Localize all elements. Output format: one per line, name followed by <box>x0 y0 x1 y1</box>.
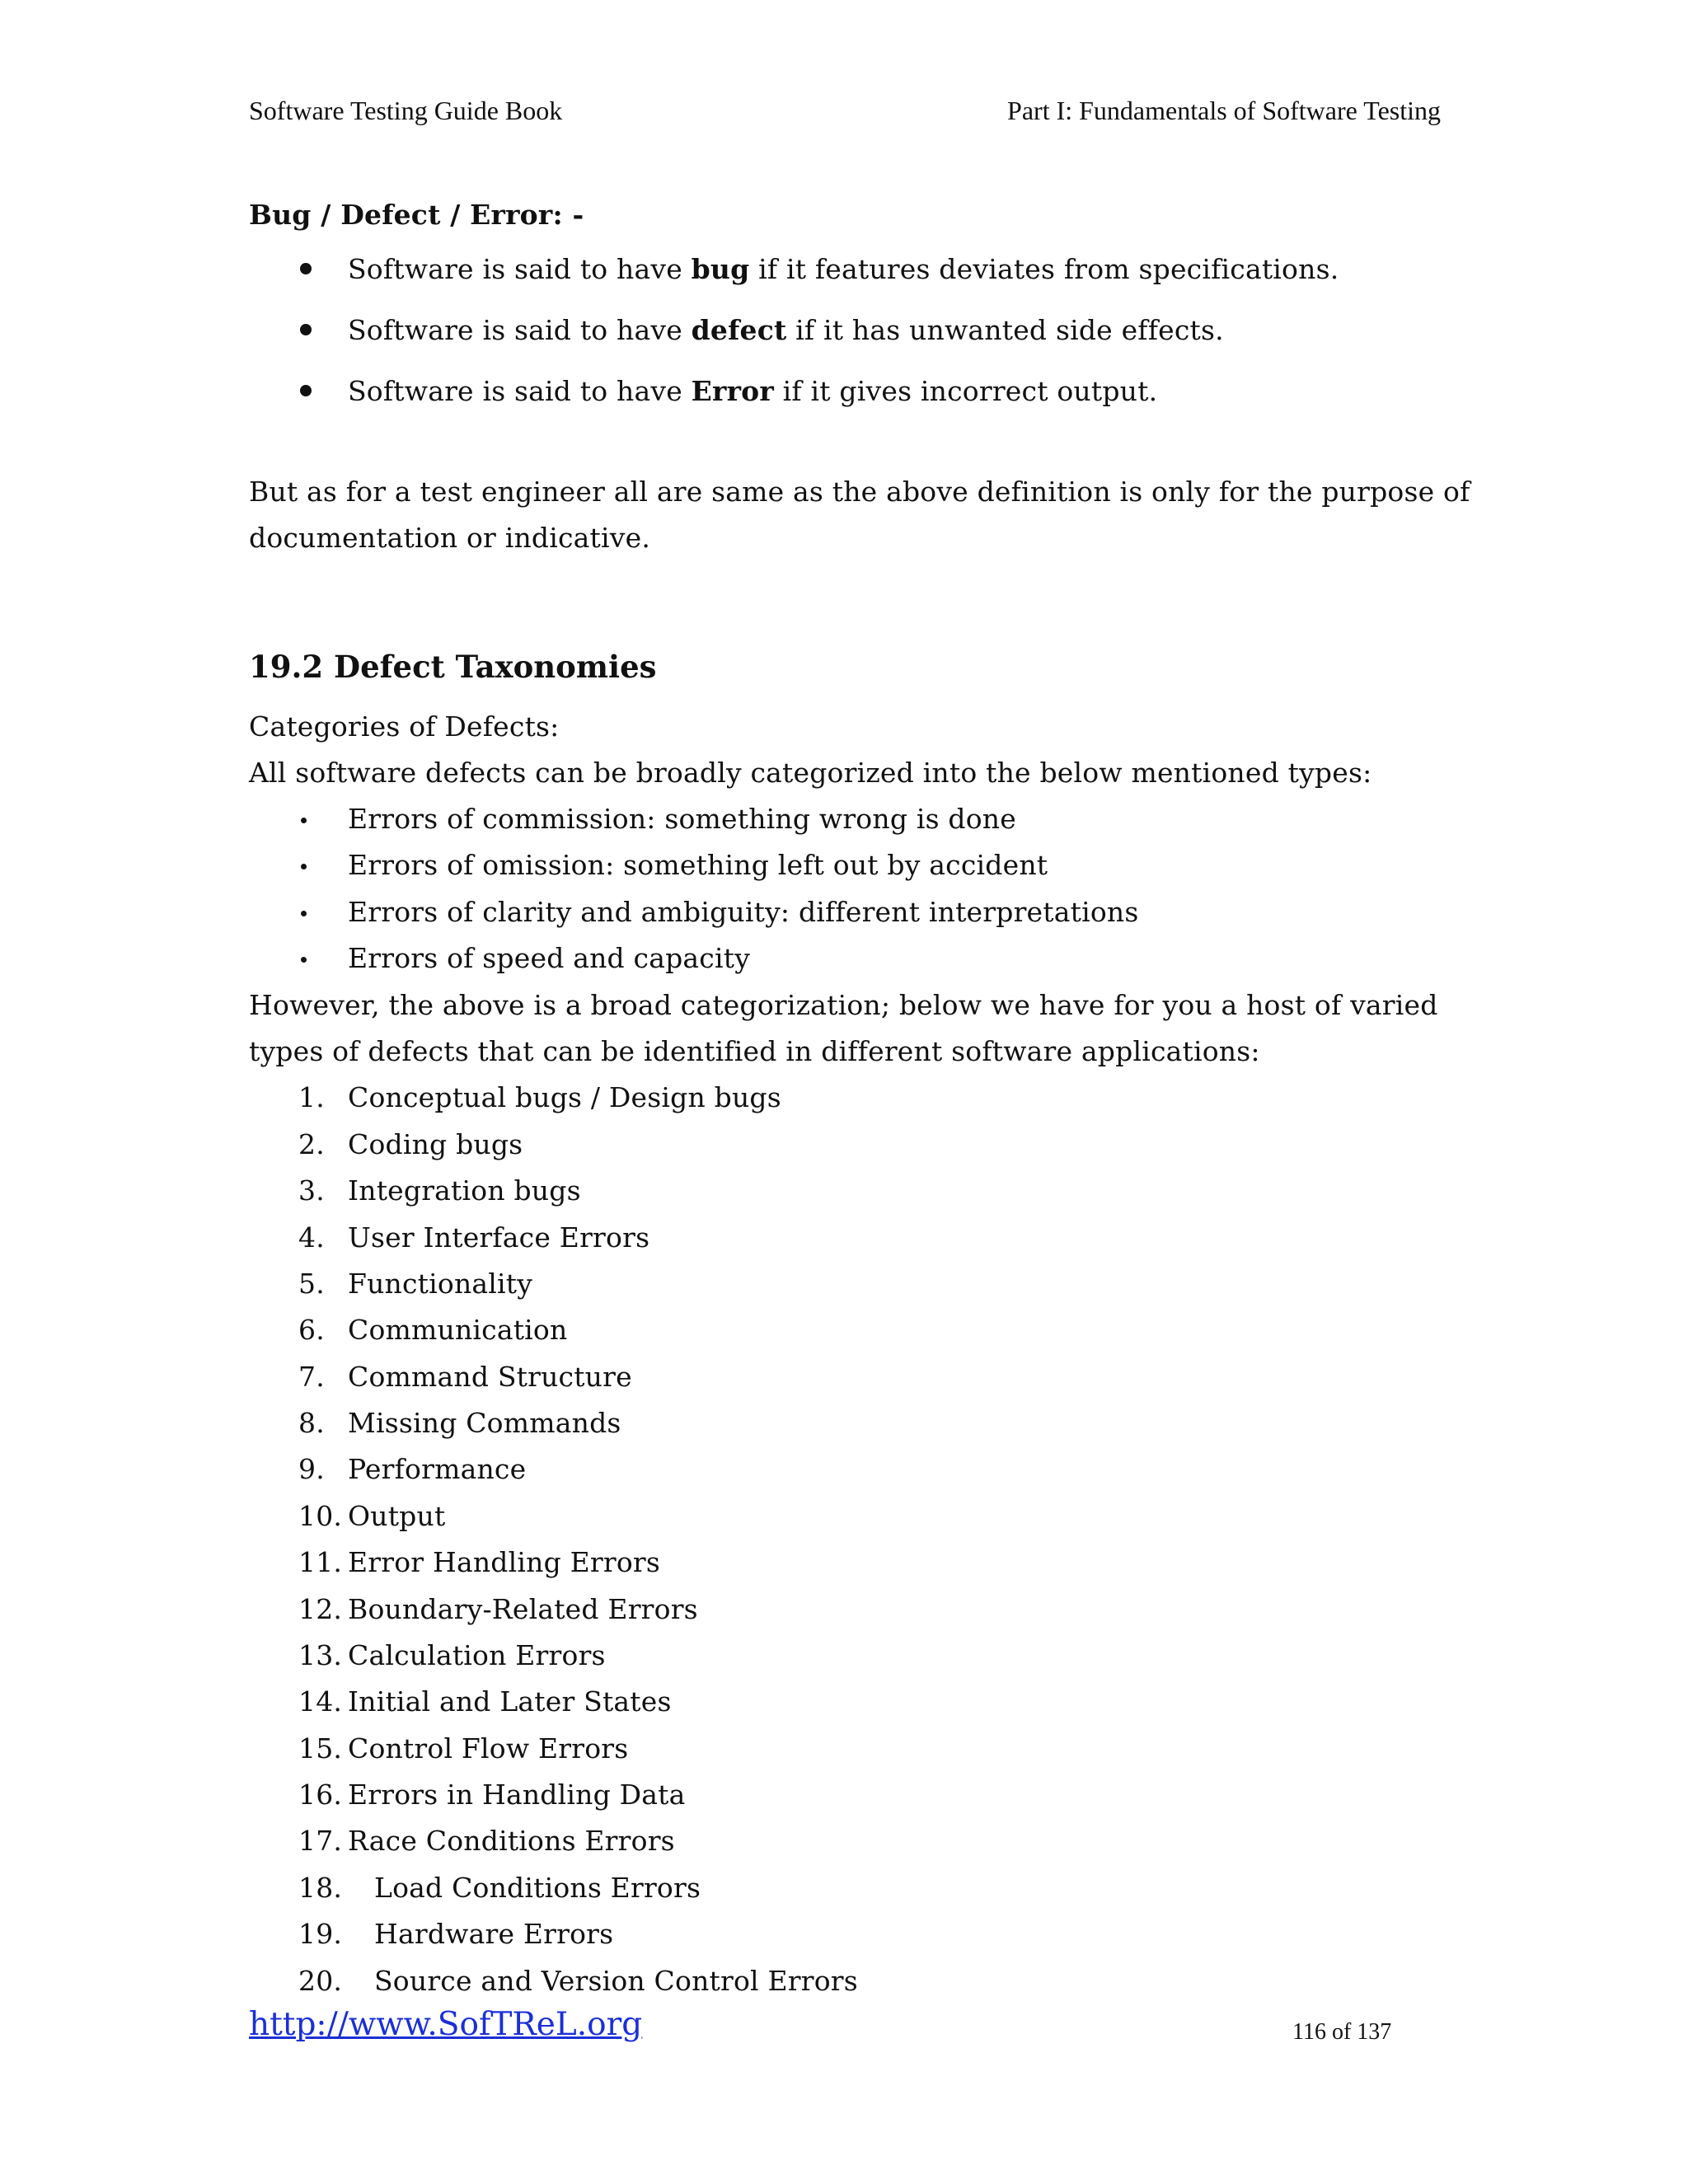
bullet-icon <box>300 385 312 396</box>
bullet-text: Software is said to have Error if it gives incorrect output. <box>348 375 1158 407</box>
bullet-icon <box>301 957 307 963</box>
page-number: 116 of 137 <box>1292 2019 1392 2045</box>
bullet-icon <box>301 864 307 869</box>
section-heading: 19.2 Defect Taxonomies <box>249 649 657 685</box>
footer-website-link[interactable]: http://www.SofTReL.org <box>249 2006 643 2043</box>
bullet-icon <box>301 818 307 823</box>
categories-intro: All software defects can be broadly categorized into the below mentioned types: <box>249 757 1372 789</box>
bug-defect-error-label: Bug / Defect / Error: - <box>249 199 584 231</box>
bullet-icon <box>300 324 312 335</box>
paragraph-line: types of defects that can be identified in different software applications: <box>249 1035 1260 1067</box>
bullet-text: Software is said to have defect if it has unwanted side effects. <box>348 314 1224 346</box>
bullet-icon <box>300 263 312 274</box>
header-book-title: Software Testing Guide Book <box>249 96 563 125</box>
paragraph-line: documentation or indicative. <box>249 522 651 554</box>
bullet-text: Software is said to have bug if it features deviates from specifications. <box>348 253 1339 285</box>
paragraph-line: However, the above is a broad categorization; below we have for you a host of varied <box>249 989 1438 1021</box>
page-header <box>249 96 1441 132</box>
header-part-title: Part I: Fundamentals of Software Testing <box>1007 96 1441 125</box>
categories-subtitle: Categories of Defects: <box>249 710 560 743</box>
paragraph-line: But as for a test engineer all are same as the above definition is only for the purpose of <box>249 476 1470 508</box>
bullet-icon <box>301 911 307 916</box>
